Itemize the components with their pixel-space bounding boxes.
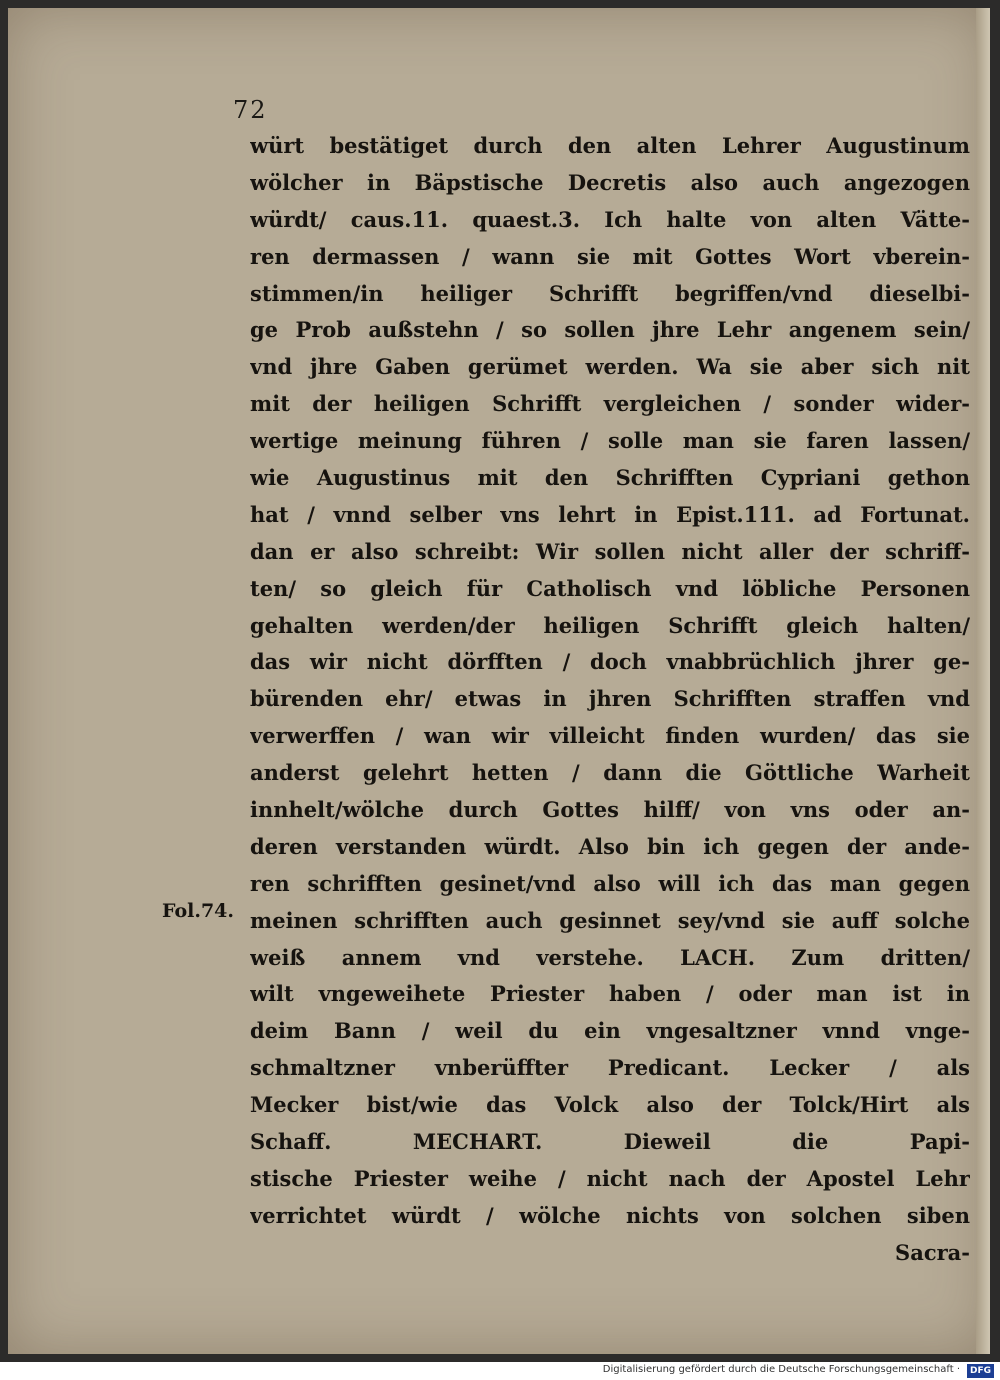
text-line: wölcher in Bäpstische Decretis also auch angezogen <box>250 169 970 195</box>
text-line: deren verstanden würdt. Also bin ich gegen der ande- <box>250 833 970 859</box>
text-line: innhelt/wölche durch Gottes hilff/ von vns oder an- <box>250 797 970 823</box>
text-line: das wir nicht dörfften / doch vnabbrüchlich jhrer ge- <box>250 649 970 675</box>
text-line: wilt vngeweihete Priester haben / oder man ist in <box>250 981 970 1007</box>
text-line: deim Bann / weil du ein vngesaltzner vnnd vnge- <box>250 1018 970 1044</box>
text-line: bürenden ehr/ etwas in jhren Schrifften straffen vnd <box>250 686 970 712</box>
text-line: meinen schrifften auch gesinnet sey/vnd sie auff solche <box>250 907 970 933</box>
text-line: dan er also schreibt: Wir sollen nicht aller der schriff- <box>250 538 970 564</box>
dfg-logo: DFG <box>967 1364 994 1378</box>
text-line: verwerffen / wan wir villeicht finden wurden/ das sie <box>250 723 970 749</box>
body-text <box>250 128 970 1272</box>
text-line: Schaff. MECHART. Dieweil die Papi- <box>250 1129 970 1155</box>
text-line: wie Augustinus mit den Schrifften Cypriani gethon <box>250 465 970 491</box>
text-line: schmaltzner vnberüffter Predicant. Lecker / als <box>250 1055 970 1081</box>
text-line: Sacra- <box>895 1239 970 1265</box>
footer-bar <box>0 1362 1000 1380</box>
text-line: ren dermassen / wann sie mit Gottes Wort vberein- <box>250 243 970 269</box>
text-line: stimmen/in heiliger Schrifft begriffen/vnd dieselbi- <box>250 280 970 306</box>
text-line: würt bestätiget durch den alten Lehrer Augustinum <box>250 133 970 158</box>
text-line: ge Prob außstehn / so sollen jhre Lehr angenem sein/ <box>250 317 970 343</box>
text-line: vnd jhre Gaben gerümet werden. Wa sie aber sich nit <box>250 354 970 380</box>
text-line: Mecker bist/wie das Volck also der Tolck/Hirt als <box>250 1092 970 1118</box>
text-line: stische Priester weihe / nicht nach der Apostel Lehr <box>250 1165 970 1191</box>
text-line: mit der heiligen Schrifft vergleichen / sonder wider- <box>250 391 970 417</box>
text-line: anderst gelehrt hetten / dann die Göttliche Warheit <box>250 760 970 786</box>
text-line: wertige meinung führen / solle man sie faren lassen/ <box>250 428 970 454</box>
text-line: weiß annem vnd verstehe. LACH. Zum dritten/ <box>250 944 970 970</box>
funding-notice: Digitalisierung gefördert durch die Deutsche Forschungsgemeinschaft · <box>602 1364 960 1375</box>
text-line: ten/ so gleich für Catholisch vnd löbliche Personen <box>250 575 970 601</box>
margin-note: Fol.74. <box>162 900 235 922</box>
text-line: würdt/ caus.11. quaest.3. Ich halte von alten Vätte- <box>250 206 970 232</box>
text-line: verrichtet würdt / wölche nichts von solchen siben <box>250 1202 970 1228</box>
text-line: ren schrifften gesinet/vnd also will ich das man gegen <box>250 870 970 896</box>
text-line: hat / vnnd selber vns lehrt in Epist.111. ad Fortunat. <box>250 501 970 527</box>
text-line: gehalten werden/der heiligen Schrifft gleich halten/ <box>250 612 970 638</box>
page-edge <box>976 8 990 1354</box>
page-number: 72 <box>233 96 268 124</box>
